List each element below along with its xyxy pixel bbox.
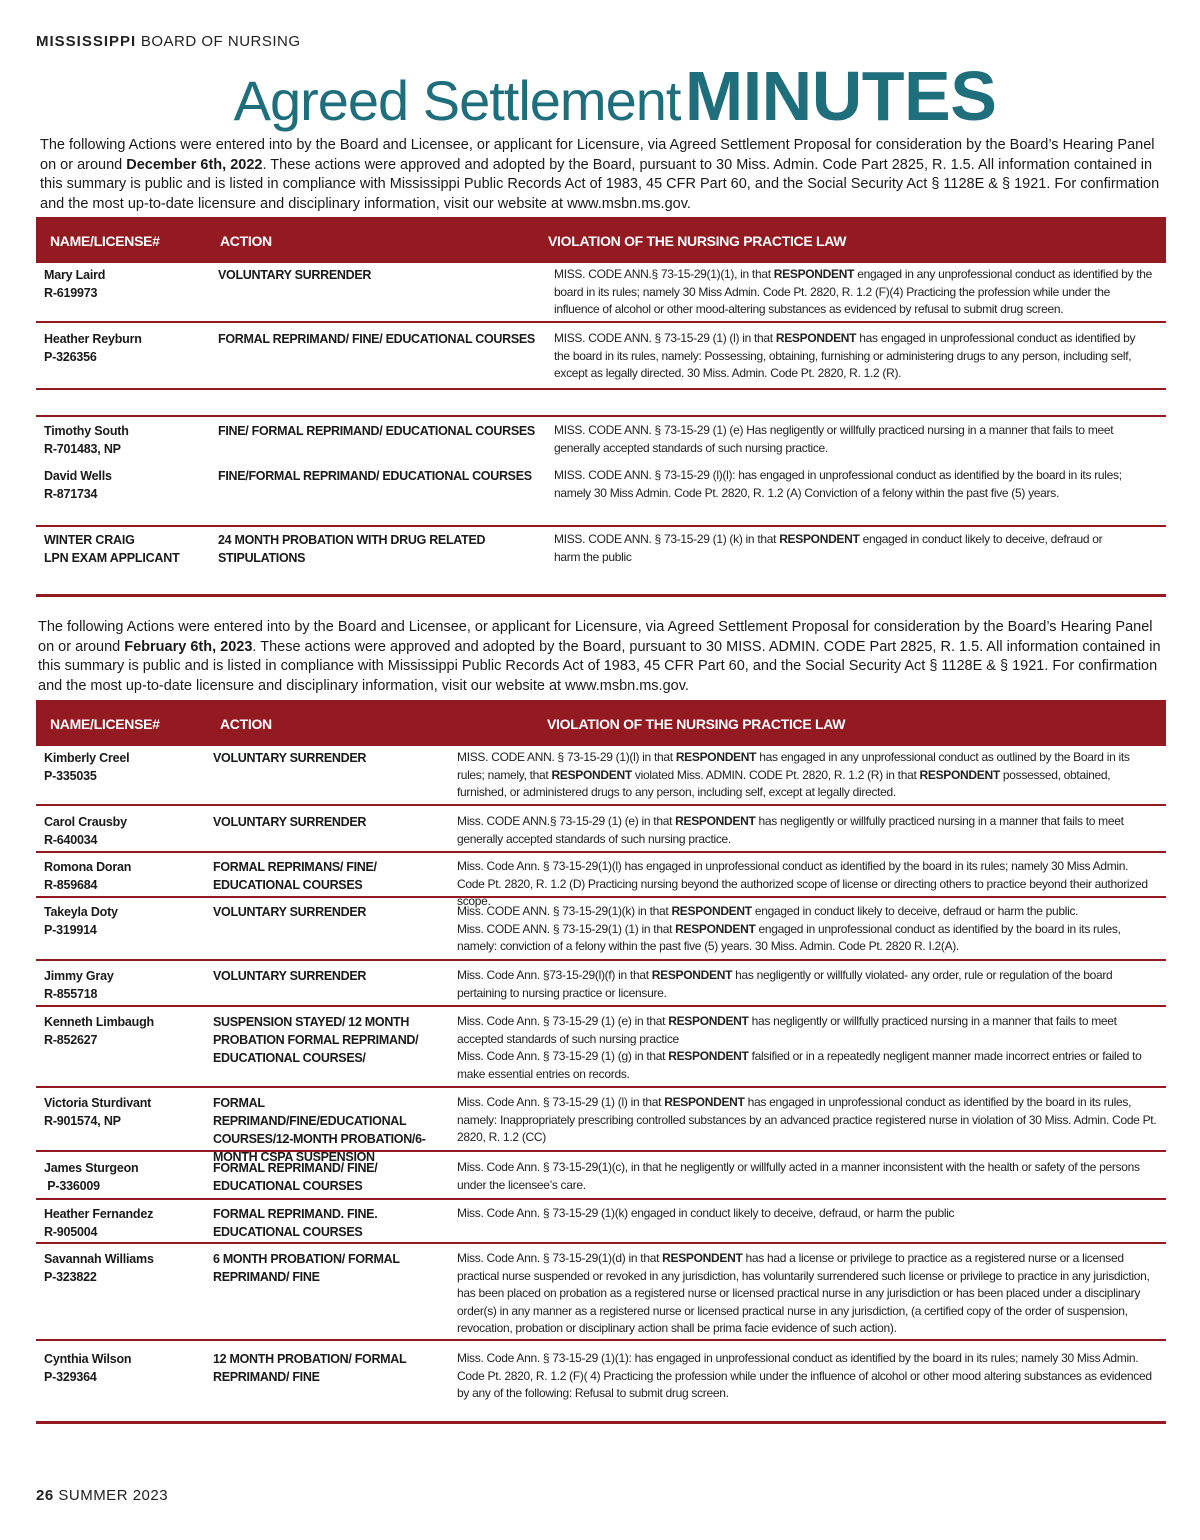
violation-cell: Miss. Code Ann. § 73-15-29 (1)(k) engaged in conduct likely to deceive, defraud, or harm the public — [457, 1206, 955, 1220]
violation-cell: Miss. Code Ann. §73-15-29(l)(f) in that RESPONDENT has negligently or willfully violated- any order, rule or regulation of the board pertaining to nursing practice or licensure. — [457, 968, 1113, 1000]
respondent-cell — [44, 266, 105, 302]
violation-cell: MISS. CODE ANN. § 73-15-29 (1) (e) Has negligently or willfully practiced nursing in a manner that fails to meet generally accepted standards of such nursing practice. — [554, 423, 1114, 455]
respondent-name: David Wells — [44, 469, 112, 483]
license-number: P-323822 — [44, 1270, 97, 1284]
respondent-cell — [44, 1250, 154, 1286]
license-number: LPN EXAM APPLICANT — [44, 551, 180, 565]
violation-cell: MISS. CODE ANN. § 73-15-29 (1)(l) in that RESPONDENT has engaged in any unprofessional conduct as outlined by the Board in its rules; namely, that RESPONDENT violated Miss. ADMIN. CODE Pt. 2820, R. 1.2 (R) in that RESPONDENT possessed, obtained, furnished, or administered drugs to any person, including self, except at legally directed. — [457, 750, 1130, 799]
respondent-cell — [44, 422, 129, 458]
respondent-cell — [44, 1205, 153, 1241]
table-row — [36, 1013, 1166, 1088]
respondent-name: Victoria Sturdivant — [44, 1096, 152, 1110]
action-cell: VOLUNTARY SURRENDER — [213, 751, 367, 765]
intro-date: February 6th, 2023 — [124, 638, 253, 655]
license-number: P-329364 — [44, 1370, 97, 1384]
respondent-cell — [44, 467, 112, 503]
table-header-december — [36, 217, 1166, 263]
intro-text: The following Actions were entered into by the Board and Licensee, or applicant for Licensure, via Agreed Settlement Proposal for consideration by the Board’s Hearing Panel on or around — [38, 619, 1153, 655]
table-row — [36, 967, 1166, 1007]
violation-cell: Miss. Code Ann. § 73-15-29 (1) (e) in that RESPONDENT has negligently or willfully practiced nursing in a manner that fails to meet accepted standards of such nursing practice Miss. Code Ann. § 73-15-29 (1) (g) in that RESPONDENT falsified or in a repeatedly negligent manner made incorrect entries or failed to make essential entries on records. — [457, 1014, 1142, 1081]
respondent-cell — [44, 813, 127, 849]
org-name-rest: BOARD OF NURSING — [140, 33, 301, 50]
license-number: P-319914 — [44, 923, 97, 937]
action-cell: 24 MONTH PROBATION WITH DRUG RELATED STIPULATIONS — [218, 533, 486, 565]
license-number: R-859684 — [44, 878, 98, 892]
table-row — [36, 1159, 1166, 1200]
license-number: R-905004 — [44, 1225, 98, 1239]
publication-header — [36, 33, 301, 50]
respondent-name: Savannah Williams — [44, 1252, 154, 1266]
license-number: P-335035 — [44, 769, 97, 783]
action-cell: VOLUNTARY SURRENDER — [213, 815, 367, 829]
respondent-cell — [44, 531, 180, 567]
column-header-name: NAME/LICENSE# — [50, 233, 160, 249]
action-cell: FORMAL REPRIMAND/ FINE/ EDUCATIONAL COURSES — [218, 332, 535, 346]
table-row — [36, 1205, 1166, 1244]
table-row — [36, 1094, 1166, 1164]
action-cell: VOLUNTARY SURRENDER — [218, 268, 372, 282]
column-header-violation: VIOLATION OF THE NURSING PRACTICE LAW — [547, 716, 846, 732]
action-cell: FORMAL REPRIMANS/ FINE/ EDUCATIONAL COURSES — [213, 860, 377, 892]
violation-cell: MISS. CODE ANN. § 73-15-29 (1) (k) in that RESPONDENT engaged in conduct likely to deceive, defraud or harm the public — [554, 532, 1103, 564]
respondent-name: Heather Reyburn — [44, 332, 142, 346]
respondent-name: Carol Crausby — [44, 815, 127, 829]
page-footer — [36, 1487, 168, 1504]
table-row — [36, 749, 1166, 806]
action-cell: VOLUNTARY SURRENDER — [213, 905, 367, 919]
title-light: Agreed Settlement — [233, 69, 681, 132]
respondent-name: Cynthia Wilson — [44, 1352, 132, 1366]
table-row — [36, 858, 1166, 908]
license-number: P-336009 — [44, 1179, 100, 1193]
action-cell: FORMAL REPRIMAND/FINE/EDUCATIONAL COURSES/12-MONTH PROBATION/6-MONTH CSPA SUSPENSION — [213, 1096, 426, 1164]
title-big: MINUTES — [684, 57, 997, 135]
respondent-cell — [44, 1350, 131, 1386]
intro-text: The following Actions were entered into by the Board and Licensee, or applicant for Licensure, via Agreed Settlement Proposal for consideration by the Board’s Hearing Panel on or around — [40, 137, 1155, 173]
respondent-cell — [44, 1094, 151, 1130]
license-number: R-852627 — [44, 1033, 98, 1047]
respondent-cell — [44, 749, 129, 785]
violation-cell: Miss. CODE ANN. § 73-15-29(1)(k) in that RESPONDENT engaged in conduct likely to deceive, defraud or harm the public. Miss. CODE ANN. § 73-15-29(1) (1) in that RESPONDENT engaged in unprofessional conduct as identified by the board in its rules, namely: conviction of a felony within the past five (5) years. 30 Miss. Admin. Code Pt. 2820 R. I.2(A). — [457, 904, 1121, 953]
table-row — [36, 1250, 1166, 1341]
table-row — [36, 813, 1166, 853]
respondent-name: Kenneth Limbaugh — [44, 1015, 154, 1029]
table-row — [36, 1350, 1166, 1424]
column-header-name: NAME/LICENSE# — [50, 716, 160, 732]
violation-cell: Miss. Code Ann. § 73-15-29(1)(c), in that he negligently or willfully acted in a manner inconsistent with the health or safety of the persons under the licensee’s care. — [457, 1160, 1140, 1192]
column-header-action: ACTION — [220, 716, 272, 732]
respondent-name: Mary Laird — [44, 268, 106, 282]
respondent-cell — [44, 1013, 154, 1049]
table-row — [36, 266, 1166, 323]
action-cell: FINE/FORMAL REPRIMAND/ EDUCATIONAL COURSES — [218, 469, 532, 483]
violation-cell: Miss. Code Ann. § 73-15-29(1)(d) in that RESPONDENT has had a license or privilege to practice as a registered nurse or a licensed practical nurse suspended or revoked in any jurisdiction, has voluntarily surrendered such license or privilege to practice in any jurisdiction, has been placed on probation as a registered nurse or licensed practical nurse in any jurisdiction or has been placed under a disciplinary order(s) in any manner as a registered nurse or licensed practical nurse in any jurisdiction, (a certified copy of the order of suspension, revocation, probation or disciplinary action shall be prima facie evidence of such action). — [457, 1251, 1150, 1335]
org-name-bold: MISSISSIPPI — [36, 33, 137, 50]
license-number: R-701483, NP — [44, 442, 121, 456]
violation-cell: Miss. Code Ann. § 73-15-29 (1) (l) in that RESPONDENT has engaged in unprofessional conduct as identified by the board in its rules, namely: Inappropriately prescribing controlled substances by an advanced practice registered nurse in violation of 30 Miss. Admin. Code Pt. 2820, R. 1.2 (CC) — [457, 1095, 1157, 1144]
action-cell: SUSPENSION STAYED/ 12 MONTH PROBATION FORMAL REPRIMAND/ EDUCATIONAL COURSES/ — [213, 1015, 419, 1065]
page-title — [0, 56, 1200, 136]
column-header-violation: VIOLATION OF THE NURSING PRACTICE LAW — [548, 233, 847, 249]
intro-date: December 6th, 2022 — [126, 156, 263, 173]
respondent-name: Timothy South — [44, 424, 129, 438]
issue-label: SUMMER 2023 — [58, 1487, 169, 1504]
license-number: R-619973 — [44, 286, 98, 300]
action-cell: FORMAL REPRIMAND. FINE. EDUCATIONAL COURSES — [213, 1207, 378, 1239]
license-number: R-901574, NP — [44, 1114, 121, 1128]
respondent-cell — [44, 903, 118, 939]
column-header-action: ACTION — [220, 233, 272, 249]
violation-cell: Miss. Code Ann. § 73-15-29(1)(l) has engaged in unprofessional conduct as identified by the board in its rules; namely 30 Miss Admin. Code Pt. 2820, R. 1.2 (D) Practicing nursing beyond the authorized scope of license or directing others to practice beyond their authorized scope. — [457, 859, 1148, 908]
table-header-february — [36, 700, 1166, 746]
license-number: P-326356 — [44, 350, 97, 364]
respondent-cell — [44, 858, 131, 894]
violation-cell: MISS. CODE ANN. § 73-15-29 (1) (l) in that RESPONDENT has engaged in unprofessional conduct as identified by the board in its rules, namely: Possessing, obtaining, furnishing or administering drugs to any person, including self, except as legally directed. 30 Miss. Admin. Code Pt. 2820, R. 1.2 (R). — [554, 331, 1136, 380]
intro-text: . These actions were approved and adopted by the Board, pursuant to 30 Miss. Admin. Code Part 2825, R. 1.5. All information contained in this summary is public and is listed in compliance with Mississippi Public Records Act of 1983, 45 CFR Part 60, and the Social Security Act § 1128E & § 1921. For confirmation and the most up-to-date licensure and disciplinary information, visit our website at www.msbn.ms.gov. — [40, 156, 1160, 212]
table-row — [36, 467, 1166, 527]
intro-text: . These actions were approved and adopted by the Board, pursuant to 30 MISS. ADMIN. CODE Part 2825, R. 1.5. All information contained in this summary is public and is listed in compliance with Mississippi Public Records Act of 1983, 45 CFR Part 60, and the Social Security Act § 1128E & § 1921. For confirmation and the most up-to-date licensure and disciplinary information, visit our website at www.msbn.ms.gov. — [38, 638, 1161, 694]
respondent-cell — [44, 330, 142, 366]
intro-paragraph-december — [40, 136, 1170, 214]
table-row — [36, 330, 1166, 390]
action-cell: 6 MONTH PROBATION/ FORMAL REPRIMAND/ FINE — [213, 1252, 400, 1284]
respondent-name: Romona Doran — [44, 860, 132, 874]
respondent-cell — [44, 967, 114, 1003]
respondent-name: Kimberly Creel — [44, 751, 130, 765]
respondent-name: Heather Fernandez — [44, 1207, 154, 1221]
table-row — [36, 903, 1166, 961]
action-cell: FINE/ FORMAL REPRIMAND/ EDUCATIONAL COURSES — [218, 424, 535, 438]
license-number: R-855718 — [44, 987, 98, 1001]
respondent-name: James Sturgeon — [44, 1161, 139, 1175]
respondent-name: Jimmy Gray — [44, 969, 114, 983]
table-row — [36, 531, 1166, 597]
violation-cell: MISS. CODE ANN.§ 73-15-29(1)(1), in that RESPONDENT engaged in any unprofessional conduct as identified by the board in its rules; namely 30 Miss Admin. Code Pt. 2820, R. 1.2 (F)(4) Practicing the profession while under the influence of alcohol or other mood-altering substances as evidenced by refusal to submit drug screen. — [554, 267, 1153, 316]
respondent-name: WINTER CRAIG — [44, 533, 135, 547]
table-spacer-row — [36, 390, 1166, 417]
table-row — [36, 422, 1166, 463]
action-cell: VOLUNTARY SURRENDER — [213, 969, 367, 983]
action-cell: 12 MONTH PROBATION/ FORMAL REPRIMAND/ FINE — [213, 1352, 407, 1384]
license-number: R-640034 — [44, 833, 98, 847]
page-number: 26 — [36, 1487, 54, 1504]
respondent-name: Takeyla Doty — [44, 905, 118, 919]
respondent-cell — [44, 1159, 138, 1195]
violation-cell: Miss. CODE ANN.§ 73-15-29 (1) (e) in that RESPONDENT has negligently or willfully practiced nursing in a manner that fails to meet generally accepted standards of such nursing practice. — [457, 814, 1124, 846]
intro-paragraph-february — [38, 618, 1163, 696]
action-cell: FORMAL REPRIMAND/ FINE/ EDUCATIONAL COURSES — [213, 1161, 378, 1193]
violation-cell: Miss. Code Ann. § 73-15-29 (1)(1): has engaged in unprofessional conduct as identified by the board in its rules; namely 30 Miss Admin. Code Pt. 2820, R. 1.2 (F)( 4) Practicing the profession while under the influence of alcohol or other mood altering substances as evidenced by any of the following: Refusal to submit drug screen. — [457, 1351, 1152, 1400]
license-number: R-871734 — [44, 487, 98, 501]
violation-cell: MISS. CODE ANN. § 73-15-29 (l)(l): has engaged in unprofessional conduct as identified by the board in its rules; namely 30 Miss Admin. Code Pt. 2820, R. 1.2 (A) Conviction of a felony within the past five (5) years. — [554, 468, 1122, 500]
